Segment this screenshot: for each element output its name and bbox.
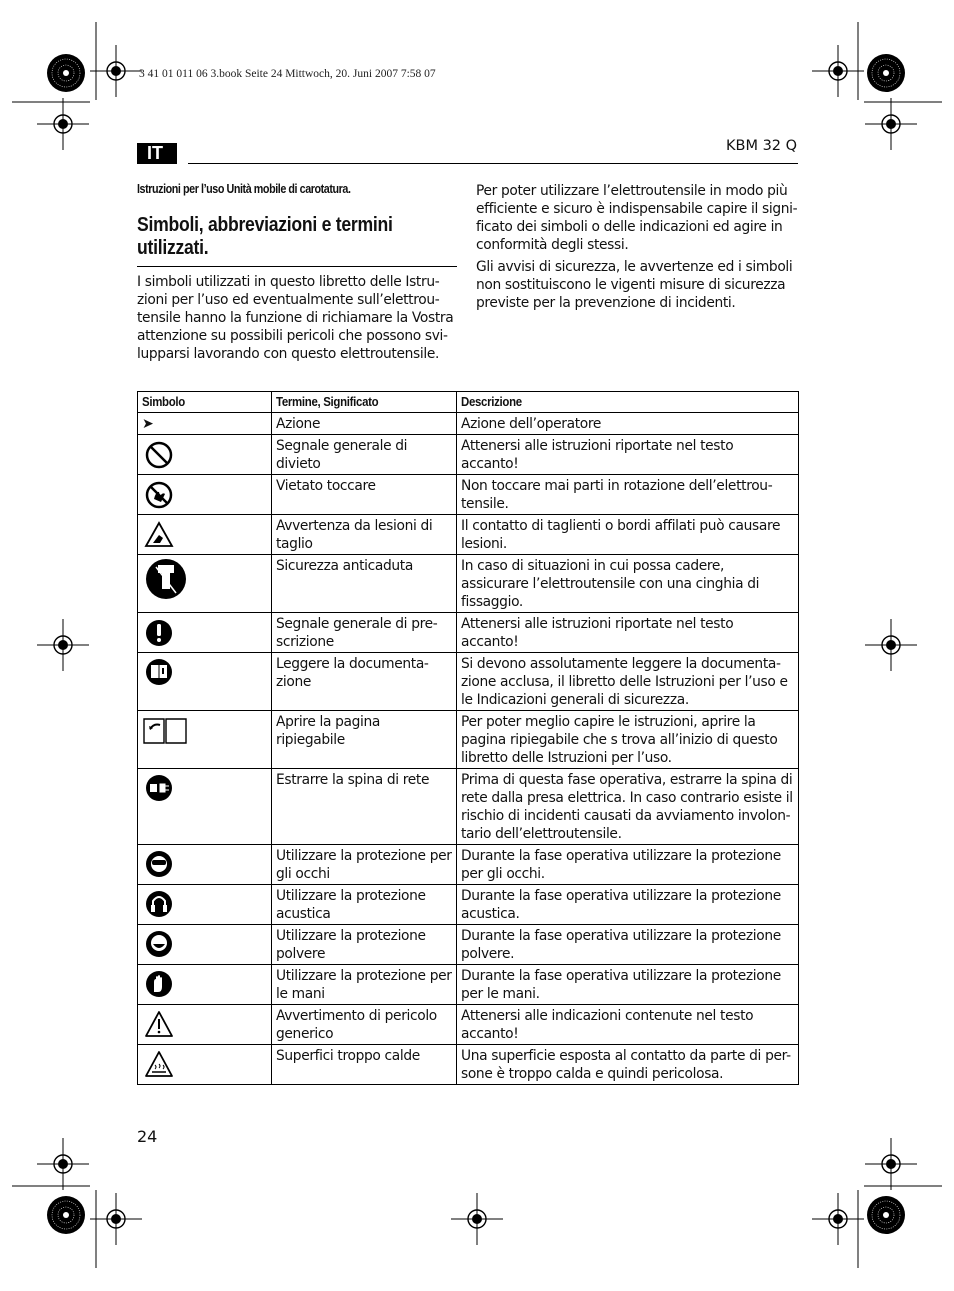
table-row <box>138 769 799 845</box>
arrow-icon: ➤ <box>138 413 272 435</box>
section-title: Simboli, abbreviazioni e termini utilizzati. <box>137 214 393 259</box>
description-cell: Il contatto di taglienti o bordi affilati può causare lesioni. <box>457 515 799 555</box>
description-cell: Attenersi alle istruzioni riportate nel testo accanto! <box>457 435 799 475</box>
table-row <box>138 711 799 769</box>
table-row <box>138 515 799 555</box>
term-cell: Utilizzare la protezione acustica <box>272 885 457 925</box>
term-cell: Estrarre la spina di rete <box>272 769 457 845</box>
term-cell: Avvertimento di pericolo generico <box>272 1005 457 1045</box>
table-row <box>138 613 799 653</box>
description-cell: Durante la fase operativa utilizzare la protezione polvere. <box>457 925 799 965</box>
eye-protection-icon <box>142 847 176 881</box>
page-number: 24 <box>137 1127 158 1146</box>
warning-icon <box>142 1007 176 1041</box>
description-cell: Attenersi alle indicazioni contenute nel testo accanto! <box>457 1005 799 1045</box>
term-cell: Avvertenza da lesioni di taglio <box>272 515 457 555</box>
gloves-icon <box>142 967 176 1001</box>
col-header-description: Descrizione <box>457 392 799 413</box>
description-cell: Una superficie esposta al contatto da parte di per-sone è troppo calda e quindi pericolosa. <box>457 1045 799 1085</box>
mandatory-icon <box>142 615 176 649</box>
prohibition-icon <box>142 437 176 471</box>
intro-paragraph-3: Gli avvisi di sicurezza, le avvertenze ed i simboli non sostituiscono le vigenti misure di sicurezza previste per la prevenzione di incidenti. <box>476 259 793 311</box>
col-header-term: Termine, Significato <box>272 392 457 413</box>
model-name: KBM 32 Q <box>726 138 798 154</box>
term-cell: Utilizzare la protezione per gli occhi <box>272 845 457 885</box>
term-cell: Azione <box>272 413 457 435</box>
description-cell: Si devono assolutamente leggere la documenta-zione acclusa, il libretto delle Istruzioni per l’uso e le Indicazioni generali di sicurezza. <box>457 653 799 711</box>
term-cell: Vietato toccare <box>272 475 457 515</box>
manual-subheading: Istruzioni per l’uso Unità mobile di carotatura. <box>137 182 351 196</box>
term-cell: Leggere la documenta-zione <box>272 653 457 711</box>
foldout-page-icon <box>142 713 188 747</box>
intro-paragraph-2: Per poter utilizzare l’elettroutensile in modo più efficiente e sicuro è indispensabile capire il signi-ficato dei simboli o delle indicazioni ed agire in conformità degli stessi. <box>476 183 798 253</box>
table-row <box>138 1045 799 1085</box>
table-header-row <box>138 392 799 413</box>
description-cell: Attenersi alle istruzioni riportate nel testo accanto! <box>457 613 799 653</box>
header-rule <box>188 163 798 164</box>
description-cell: Prima di questa fase operativa, estrarre la spina di rete dalla presa elettrica. In caso contrario esiste il rischio di incidenti causati da avviamento involon-tario dell’elettroutensile. <box>457 769 799 845</box>
col-header-symbol: Simbolo <box>138 392 272 413</box>
description-cell: Durante la fase operativa utilizzare la protezione per le mani. <box>457 965 799 1005</box>
table-row <box>138 1005 799 1045</box>
description-cell: Azione dell’operatore <box>457 413 799 435</box>
description-cell: Durante la fase operativa utilizzare la protezione per gli occhi. <box>457 845 799 885</box>
term-cell: Utilizzare la protezione per le mani <box>272 965 457 1005</box>
dust-mask-icon <box>142 927 176 961</box>
description-cell: In caso di situazioni in cui possa cadere, assicurare l’elettroutensile con una cinghia di fissaggio. <box>457 555 799 613</box>
table-row <box>138 475 799 515</box>
ear-protection-icon <box>142 887 176 921</box>
term-cell: Aprire la pagina ripiegabile <box>272 711 457 769</box>
unplug-icon <box>142 771 176 805</box>
fall-protection-icon <box>142 557 190 601</box>
description-cell: Non toccare mai parti in rotazione dell’elettrou-tensile. <box>457 475 799 515</box>
no-touch-icon <box>142 477 176 511</box>
term-cell: Segnale generale di divieto <box>272 435 457 475</box>
table-row <box>138 845 799 885</box>
table-row <box>138 413 799 435</box>
table-row <box>138 555 799 613</box>
section-rule <box>137 266 457 267</box>
table-row <box>138 435 799 475</box>
table-row <box>138 653 799 711</box>
description-cell: Durante la fase operativa utilizzare la protezione acustica. <box>457 885 799 925</box>
book-file-info: 3 41 01 011 06 3.book Seite 24 Mittwoch, 20. Juni 2007 7:58 07 <box>139 68 436 80</box>
language-tab: IT <box>137 143 177 164</box>
intro-paragraph-1: I simboli utilizzati in questo libretto delle Istru-zioni per l’uso ed eventualmente sull’elettrou-tensile hanno la funzione di richiamare la Vostra attenzione su possibili pericoli che possono svi-lupparsi lavorando con questo elettroutensile. <box>137 274 454 362</box>
table-row <box>138 925 799 965</box>
term-cell: Segnale generale di pre-scrizione <box>272 613 457 653</box>
symbols-table <box>137 391 799 1085</box>
term-cell: Utilizzare la protezione polvere <box>272 925 457 965</box>
hot-surface-icon <box>142 1047 176 1081</box>
term-cell: Superfici troppo calde <box>272 1045 457 1085</box>
term-cell: Sicurezza anticaduta <box>272 555 457 613</box>
read-manual-icon <box>142 655 176 689</box>
table-row <box>138 885 799 925</box>
cut-hazard-icon <box>142 517 176 551</box>
table-row <box>138 965 799 1005</box>
description-cell: Per poter meglio capire le istruzioni, aprire la pagina ripiegabile che s trova all’inizio di questo libretto delle Istruzioni per l’uso. <box>457 711 799 769</box>
